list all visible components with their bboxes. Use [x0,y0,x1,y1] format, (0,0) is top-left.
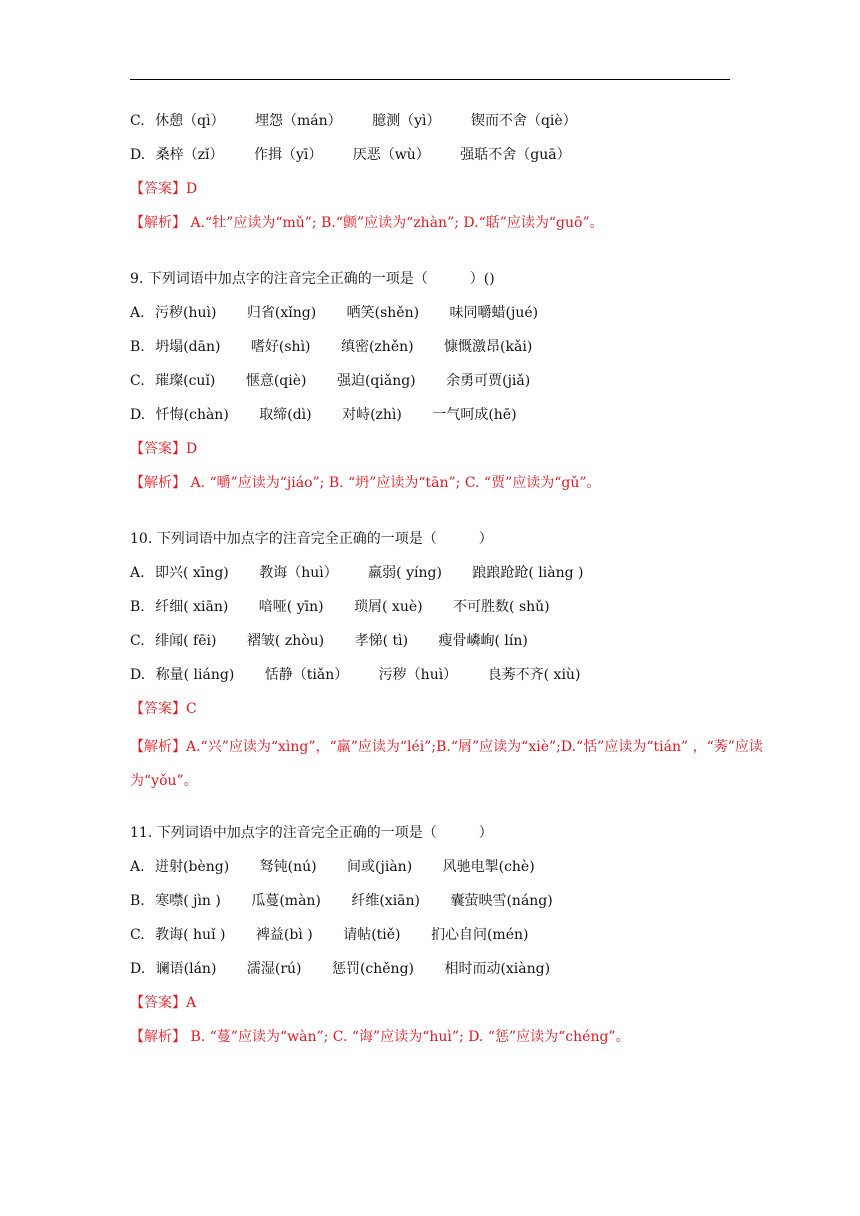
header-rule [130,79,730,80]
option-item: 污秽（huì） [378,667,458,683]
option-item: 臆测（yì） [372,113,441,129]
option-item: 驽钝(nú) [259,859,317,875]
q10-analysis: 【解析】A.“兴”应读为“xìng”，“羸”应读为“léi”;B.“屑”应读为“xiè”;D.“恬”应读为“tián” ，“莠”应读为“yǒu”。 [130,739,763,789]
option-item: 味同嚼蜡(jué) [449,305,539,321]
option-item: 裨益(bì ) [255,927,313,943]
option-label: D. [130,667,146,683]
option-item: 羸弱( yíng) [368,565,442,581]
option-item: 称量( liáng) [155,667,235,683]
option-item: 强聒不舍（guā） [460,147,571,163]
option-item: 即兴( xīng) [155,565,229,581]
q11-option-d [130,956,770,990]
option-item: 相时而动(xiàng) [444,961,551,977]
q11-answer: 【答案】A [130,995,197,1011]
option-item: 琐屑( xuè) [354,599,423,615]
option-label: C. [130,113,145,129]
option-item: 归省(xǐng) [246,305,317,321]
q10-option-c [130,628,770,662]
option-item: 惬意(qiè) [245,373,307,389]
q9-analysis: 【解析】 A. “嚼”应读为“jiáo”; B. “坍”应读为“tān”; C. “贾”应读为“gǔ”。 [130,475,601,491]
q10-option-a [130,560,770,594]
option-label: B. [130,893,145,909]
option-item: 请帖(tiě) [343,927,401,943]
q11-analysis: 【解析】 B. “蔓”应读为“wàn”; C. “诲”应读为“huì”; D. “惩”应读为“chéng”。 [130,1029,630,1045]
option-item: 恬静（tiǎn） [264,667,349,683]
option-item: 囊萤映雪(náng) [450,893,553,909]
q11-option-c [130,922,770,956]
q9-question: 9. 下列词语中加点字的注音完全正确的一项是（ ）() [130,271,495,287]
option-item: 慷慨激昂(kǎi) [444,339,533,355]
option-item: 哂笑(shěn) [346,305,420,321]
option-item: 对峙(zhì) [342,407,402,423]
option-item: 余勇可贾(jiǎ) [446,373,531,389]
q8-answer: 【答案】D [130,181,198,197]
option-item: 不可胜数( shǔ) [453,599,550,615]
q8-option-c [130,108,770,142]
option-item: 缜密(zhěn) [340,339,414,355]
q11-option-a [130,854,770,888]
option-item: 谰语(lán) [155,961,217,977]
option-label: C. [130,633,145,649]
q9-option-b [130,334,770,368]
option-label: C. [130,927,145,943]
option-item: 休憩（qì） [155,113,225,129]
option-label: A. [130,305,145,321]
q11-question: 11. 下列词语中加点字的注音完全正确的一项是（ ） [130,825,493,841]
option-item: 瓜蔓(màn) [251,893,321,909]
option-item: 孝悌( tì) [354,633,409,649]
option-item: 忏悔(chàn) [155,407,229,423]
option-item: 褶皱( zhòu) [246,633,325,649]
option-item: 璀璨(cuǐ) [155,373,216,389]
option-label: A. [130,565,145,581]
q10-option-d [130,662,770,696]
option-label: D. [130,407,146,423]
q9-answer: 【答案】D [130,441,198,457]
q10-question: 10. 下列词语中加点字的注音完全正确的一项是（ ） [130,531,493,547]
option-item: 锲而不舍（qiè） [470,113,577,129]
option-label: A. [130,859,145,875]
option-label: B. [130,599,145,615]
q8-analysis: 【解析】 A.“牡”应读为“mǔ”; B.“颤”应读为“zhàn”; D.“聒”应读为“guō”。 [130,215,604,231]
option-item: 风驰电掣(chè) [442,859,535,875]
option-item: 埋怨（mán） [255,113,342,129]
option-label: B. [130,339,145,355]
q9-option-a [130,300,770,334]
option-item: 桑梓（zǐ） [155,147,224,163]
option-item: 绯闻( fēi) [155,633,217,649]
option-label: D. [130,961,146,977]
option-label: D. [130,147,146,163]
option-item: 间或(jiàn) [347,859,413,875]
option-item: 濡湿(rú) [246,961,302,977]
option-item: 污秽(huì) [155,305,217,321]
option-label: C. [130,373,145,389]
option-item: 取缔(dì) [259,407,312,423]
option-item: 一气呵成(hē) [432,407,517,423]
option-item: 教诲( huǐ ) [155,927,226,943]
q10-answer: 【答案】C [130,701,197,717]
document-body [130,108,770,1058]
option-item: 纤细( xiān) [155,599,229,615]
option-item: 瘦骨嶙峋( lín) [438,633,528,649]
option-item: 踉踉跄跄( liàng ) [472,565,584,581]
option-item: 扪心自问(mén) [430,927,529,943]
option-item: 惩罚(chěng) [331,961,414,977]
option-item: 良莠不齐( xiù) [487,667,581,683]
option-item: 迸射(bèng) [155,859,230,875]
option-item: 教诲（huì） [259,565,338,581]
option-item: 寒噤( jìn ) [155,893,221,909]
option-item: 嗜好(shì) [250,339,311,355]
q8-option-d [130,142,770,176]
option-item: 喑哑( yīn) [258,599,324,615]
q9-option-c [130,368,770,402]
option-item: 坍塌(dān) [155,339,221,355]
q9-option-d [130,402,770,436]
option-item: 作揖（yī） [253,147,323,163]
option-item: 强迫(qiǎng) [336,373,416,389]
option-item: 纤维(xiān) [351,893,421,909]
option-item: 厌恶（wù） [352,147,430,163]
q10-option-b [130,594,770,628]
q11-option-b [130,888,770,922]
